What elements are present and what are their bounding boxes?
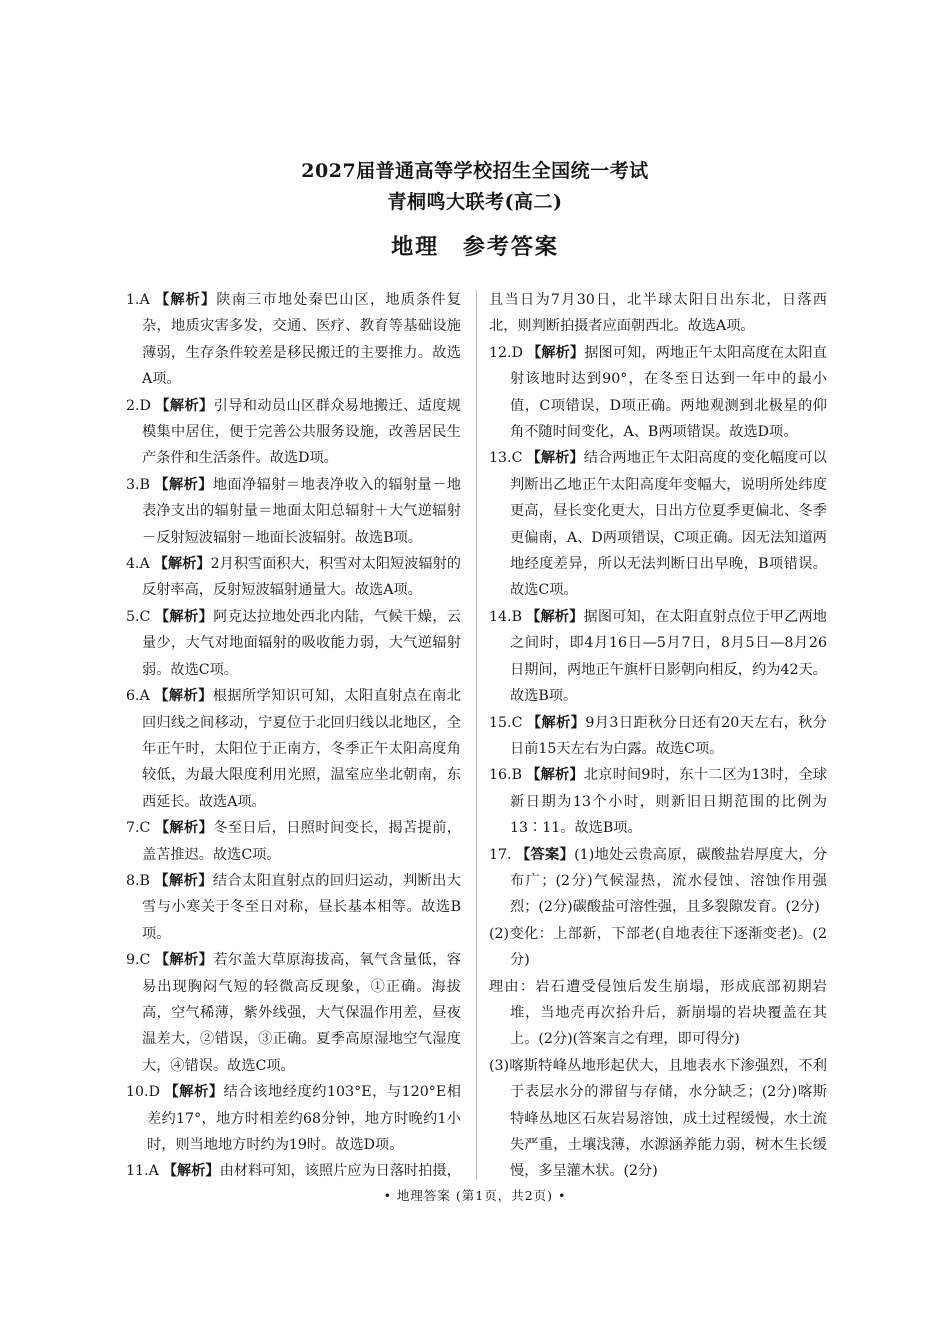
left-column xyxy=(126,287,461,1185)
answer-continuation: 且当日为7月30日，北半球太阳日出东北，日落西北，则判断拍摄者应面朝西北。故选A项。 xyxy=(489,292,827,335)
answer-item: 7.C 【解析】冬至日后，日照时间变长，揭苫提前，盖苫推迟。故选C项。 xyxy=(126,820,461,863)
exam-title: 2027届普通高等学校招生全国统一考试 xyxy=(301,160,649,182)
answer-item: 16.B 【解析】北京时间9时，东十二区为13时，全球新日期为13个小时，则新旧日期范围的比例为13∶11。故选B项。 xyxy=(489,767,827,837)
answer-item: 2.D 【解析】引导和动员山区群众易地搬迁、适度规模集中居住，便于完善公共服务设施，改善居民生产条件和生活条件。故选D项。 xyxy=(126,397,461,467)
right-column xyxy=(489,287,827,1185)
answer-key-title: 地理 参考答案 xyxy=(391,234,559,260)
answer-item: 1.A 【解析】陕南三市地处秦巴山区，地质条件复杂，地质灾害多发，交通、医疗、教育等基础设施薄弱，生存条件较差是移民搬迁的主要推力。故选A项。 xyxy=(126,292,461,388)
answer-item: 11.A 【解析】由材料可知，该照片应为日落时拍摄， xyxy=(126,1163,461,1180)
answer-item-17-part2: (2)变化：上部新，下部老(自地表往下逐渐变老)。(2分) xyxy=(489,925,827,969)
answer-item: 13.C 【解析】结合两地正午太阳高度的变化幅度可以判断出乙地正午太阳高度年变幅大，说明所处纬度更高，昼长变化更大，日出方位夏季更偏北、冬季更偏南，A、D两项错误，C项正确。因无法知道两地经度差异，所以无法判断日出早晚，B项错误。故选C项。 xyxy=(489,450,827,599)
answer-item: 8.B 【解析】结合太阳直射点的回归运动，判断出大雪与小寒关于冬至日对称，昼长基本相等。故选B项。 xyxy=(126,872,461,942)
answer-item: 4.A 【解析】2月积雪面积大，积雪对太阳短波辐射的反射率高，反射短波辐射通量大。故选A项。 xyxy=(126,556,461,599)
answer-item-17: 17. 【答案】(1)地处云贵高原，碳酸盐岩厚度大，分布广；(2分)气候湿热，流水侵蚀、溶蚀作用强烈；(2分)碳酸盐可溶性强，且多裂隙发育。(2分) xyxy=(489,846,827,916)
answer-item: 3.B 【解析】地面净辐射＝地表净收入的辐射量－地表净支出的辐射量＝地面太阳总辐射＋大气逆辐射－反射短波辐射－地面长波辐射。故选B项。 xyxy=(126,476,461,546)
column-divider xyxy=(476,290,477,1180)
answer-item: 12.D 【解析】据图可知，两地正午太阳高度在太阳直射该地时达到90°，在冬至日达到一年中的最小值，C项错误，D项正确。两地观测到北极星的仰角不随时间变化，A、B两项错误。故选D项。 xyxy=(489,344,827,441)
exam-subtitle: 青桐鸣大联考(高二) xyxy=(387,191,563,213)
answer-item: 6.A 【解析】根据所学知识可知，太阳直射点在南北回归线之间移动，宁夏位于北回归线以北地区，全年正午时，太阳位于正南方，冬季正午太阳高度角较低，为最大限度利用光照，温室应坐北朝南，东西延长。故选A项。 xyxy=(126,688,461,810)
answer-item-17-reason: 理由：岩石遭受侵蚀后发生崩塌，形成底部初期岩堆，当地壳再次抬升后，新崩塌的岩块覆盖在其上。(2分)(答案言之有理，即可得分) xyxy=(489,978,827,1048)
answer-item: 5.C 【解析】阿克达拉地处西北内陆，气候干燥，云量少，大气对地面辐射的吸收能力弱，大气逆辐射弱。故选C项。 xyxy=(126,608,461,678)
answer-item-17-part3: (3)喀斯特峰丛地形起伏大，且地表水下渗强烈，不利于表层水分的滞留与存储，水分缺乏；(2分)喀斯特峰丛地区石灰岩易溶蚀，成土过程缓慢，水土流失严重，土壤浅薄，水源涵养能力弱，树木生长缓慢，多呈灌木状。(2分) xyxy=(489,1057,827,1180)
document-header xyxy=(0,156,950,262)
answer-item: 10.D 【解析】结合该地经度约103°E，与120°E相差约17°，地方时相差约68分钟，地方时晚约1小时，则当地地方时约为19时。故选D项。 xyxy=(126,1084,461,1153)
answer-item: 14.B 【解析】据图可知，在太阳直射点位于甲乙两地之间时，即4月16日—5月7日，8月5日—8月26日期间，两地正午旗杆日影朝向相反，约为42天。故选B项。 xyxy=(489,608,827,705)
page-footer: • 地理答案 (第1页，共2页) • xyxy=(383,1188,567,1203)
answer-item: 9.C 【解析】若尔盖大草原海拔高，氧气含量低，容易出现胸闷气短的轻微高反现象，①正确。海拔高，空气稀薄，紫外线强，大气保温作用差，昼夜温差大，②错误，③正确。夏季高原湿地空气湿度大，④错误。故选C项。 xyxy=(126,952,461,1074)
answer-item: 15.C 【解析】9月3日距秋分日还有20天左右，秋分日前15天左右为白露。故选C项。 xyxy=(489,714,827,757)
